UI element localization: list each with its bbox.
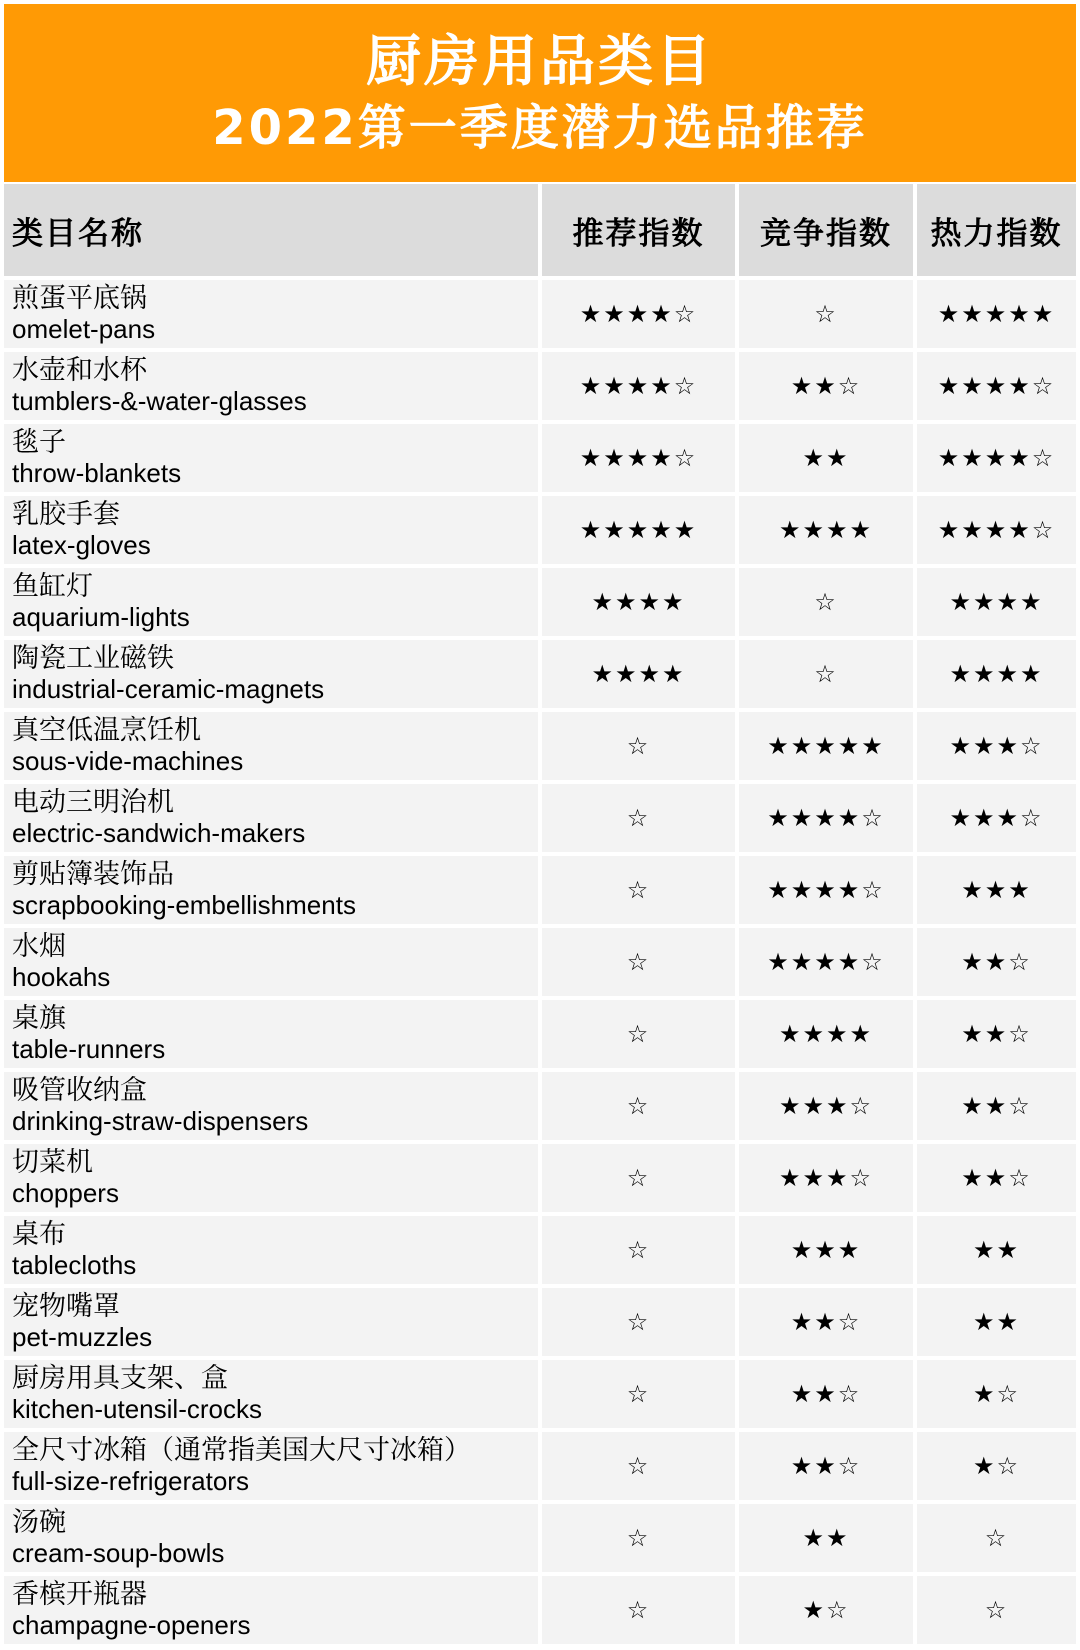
table-row — [4, 280, 1076, 352]
heat-index-stars: ★☆ — [917, 1360, 1076, 1432]
category-name-zh: 鱼缸灯 — [12, 571, 93, 602]
heat-index-stars: ★★★★ — [917, 568, 1076, 640]
table-row — [4, 496, 1076, 568]
category-name-en: sous-vide-machines — [12, 746, 244, 776]
competition-index-stars: ★★★☆ — [739, 1144, 917, 1216]
category-table — [4, 184, 1076, 1648]
competition-index-stars: ★★★ — [739, 1216, 917, 1288]
recommend-index-stars: ☆ — [542, 1576, 739, 1648]
table-row — [4, 424, 1076, 496]
competition-index-stars: ★★★★☆ — [739, 928, 917, 1000]
heat-index-stars: ★★★★☆ — [917, 496, 1076, 568]
category-name-en: electric-sandwich-makers — [12, 818, 306, 848]
competition-index-stars: ★★★☆ — [739, 1072, 917, 1144]
competition-index-stars: ★★★★☆ — [739, 784, 917, 856]
category-name-cell — [4, 784, 542, 856]
recommend-index-stars: ★★★★★ — [542, 496, 739, 568]
recommend-index-stars: ★★★★☆ — [542, 424, 739, 496]
recommend-index-stars: ★★★★ — [542, 568, 739, 640]
heat-index-stars: ★★★★ — [917, 640, 1076, 712]
table-row — [4, 712, 1076, 784]
category-name-zh: 香槟开瓶器 — [12, 1579, 147, 1610]
category-name-cell — [4, 1576, 542, 1648]
heat-index-stars: ★☆ — [917, 1432, 1076, 1504]
category-name-en: kitchen-utensil-crocks — [12, 1394, 262, 1424]
table-row — [4, 1288, 1076, 1360]
table-row — [4, 568, 1076, 640]
table-row — [4, 1576, 1076, 1648]
table-body — [4, 280, 1076, 1648]
category-name-en: table-runners — [12, 1034, 166, 1064]
recommend-index-stars: ☆ — [542, 712, 739, 784]
table-row — [4, 856, 1076, 928]
table-header-row — [4, 184, 1076, 280]
recommend-index-stars: ★★★★☆ — [542, 280, 739, 352]
recommend-index-stars: ☆ — [542, 1000, 739, 1072]
banner-title-line2: 2022第一季度潜力选品推荐 — [212, 100, 868, 157]
heat-index-stars: ★★☆ — [917, 1144, 1076, 1216]
category-name-en: cream-soup-bowls — [12, 1538, 225, 1568]
competition-index-stars: ★★☆ — [739, 1288, 917, 1360]
heat-index-stars: ★★☆ — [917, 1072, 1076, 1144]
table-row — [4, 784, 1076, 856]
table-row — [4, 1072, 1076, 1144]
category-name-cell — [4, 1216, 542, 1288]
heat-index-stars: ★★ — [917, 1288, 1076, 1360]
recommend-index-stars: ☆ — [542, 1504, 739, 1576]
category-name-zh: 真空低温烹饪机 — [12, 715, 201, 746]
category-name-cell — [4, 856, 542, 928]
heat-index-stars: ☆ — [917, 1576, 1076, 1648]
header-competition-index: 竞争指数 — [739, 184, 917, 280]
category-name-cell — [4, 280, 542, 352]
recommend-index-stars: ☆ — [542, 856, 739, 928]
table-row — [4, 1144, 1076, 1216]
category-name-cell — [4, 1432, 542, 1504]
category-name-zh: 陶瓷工业磁铁 — [12, 643, 174, 674]
category-name-cell — [4, 928, 542, 1000]
competition-index-stars: ☆ — [739, 640, 917, 712]
category-name-cell — [4, 1072, 542, 1144]
competition-index-stars: ★★★★ — [739, 1000, 917, 1072]
category-name-zh: 乳胶手套 — [12, 499, 120, 530]
competition-index-stars: ★★ — [739, 424, 917, 496]
category-name-en: industrial-ceramic-magnets — [12, 674, 325, 704]
category-name-en: aquarium-lights — [12, 602, 190, 632]
table-row — [4, 928, 1076, 1000]
category-name-cell — [4, 496, 542, 568]
category-name-zh: 汤碗 — [12, 1507, 66, 1538]
category-name-en: drinking-straw-dispensers — [12, 1106, 309, 1136]
heat-index-stars: ★★ — [917, 1216, 1076, 1288]
banner-title-line1: 厨房用品类目 — [365, 29, 714, 94]
category-name-cell — [4, 424, 542, 496]
category-name-en: choppers — [12, 1178, 119, 1208]
recommend-index-stars: ★★★★ — [542, 640, 739, 712]
category-name-zh: 厨房用具支架、盒 — [12, 1363, 228, 1394]
category-name-zh: 切菜机 — [12, 1147, 93, 1178]
competition-index-stars: ★★☆ — [739, 1432, 917, 1504]
category-name-en: latex-gloves — [12, 530, 151, 560]
heat-index-stars: ★★★☆ — [917, 784, 1076, 856]
header-recommend-index: 推荐指数 — [542, 184, 739, 280]
category-name-zh: 水烟 — [12, 931, 66, 962]
category-name-en: throw-blankets — [12, 458, 182, 488]
recommend-index-stars: ☆ — [542, 1360, 739, 1432]
category-name-en: pet-muzzles — [12, 1322, 153, 1352]
recommend-index-stars: ☆ — [542, 784, 739, 856]
category-name-cell — [4, 568, 542, 640]
category-name-en: champagne-openers — [12, 1610, 251, 1640]
category-name-cell — [4, 1360, 542, 1432]
heat-index-stars: ★★☆ — [917, 1000, 1076, 1072]
recommend-index-stars: ☆ — [542, 1288, 739, 1360]
competition-index-stars: ☆ — [739, 568, 917, 640]
category-name-cell — [4, 1000, 542, 1072]
competition-index-stars: ★★★★ — [739, 496, 917, 568]
heat-index-stars: ★★★★☆ — [917, 352, 1076, 424]
table-row — [4, 1000, 1076, 1072]
category-name-zh: 宠物嘴罩 — [12, 1291, 120, 1322]
category-name-zh: 桌旗 — [12, 1003, 66, 1034]
table-row — [4, 352, 1076, 424]
title-banner — [4, 4, 1076, 182]
header-heat-index: 热力指数 — [917, 184, 1076, 280]
category-name-zh: 水壶和水杯 — [12, 355, 147, 386]
competition-index-stars: ★★☆ — [739, 352, 917, 424]
recommend-index-stars: ☆ — [542, 1144, 739, 1216]
category-name-en: hookahs — [12, 962, 111, 992]
category-name-en: tumblers-&-water-glasses — [12, 386, 307, 416]
category-name-en: scrapbooking-embellishments — [12, 890, 356, 920]
category-name-en: full-size-refrigerators — [12, 1466, 249, 1496]
table-row — [4, 1360, 1076, 1432]
heat-index-stars: ★★☆ — [917, 928, 1076, 1000]
category-name-zh: 煎蛋平底锅 — [12, 283, 147, 314]
table-row — [4, 1432, 1076, 1504]
heat-index-stars: ★★★☆ — [917, 712, 1076, 784]
heat-index-stars: ☆ — [917, 1504, 1076, 1576]
category-name-en: tablecloths — [12, 1250, 137, 1280]
category-name-zh: 吸管收纳盒 — [12, 1075, 147, 1106]
category-name-zh: 电动三明治机 — [12, 787, 174, 818]
competition-index-stars: ★★★★★ — [739, 712, 917, 784]
table-row — [4, 640, 1076, 712]
category-name-zh: 全尺寸冰箱（通常指美国大尺寸冰箱） — [12, 1435, 471, 1466]
recommend-index-stars: ☆ — [542, 928, 739, 1000]
category-name-cell — [4, 1504, 542, 1576]
header-category-name: 类目名称 — [4, 184, 542, 280]
category-name-en: omelet-pans — [12, 314, 156, 344]
category-name-zh: 剪贴簿装饰品 — [12, 859, 174, 890]
competition-index-stars: ☆ — [739, 280, 917, 352]
competition-index-stars: ★★☆ — [739, 1360, 917, 1432]
heat-index-stars: ★★★★★ — [917, 280, 1076, 352]
category-name-cell — [4, 352, 542, 424]
category-name-cell — [4, 1288, 542, 1360]
category-name-zh: 毯子 — [12, 427, 66, 458]
table-row — [4, 1216, 1076, 1288]
category-name-zh: 桌布 — [12, 1219, 66, 1250]
category-name-cell — [4, 1144, 542, 1216]
competition-index-stars: ★★★★☆ — [739, 856, 917, 928]
competition-index-stars: ★☆ — [739, 1576, 917, 1648]
recommend-index-stars: ★★★★☆ — [542, 352, 739, 424]
heat-index-stars: ★★★ — [917, 856, 1076, 928]
recommend-index-stars: ☆ — [542, 1072, 739, 1144]
table-row — [4, 1504, 1076, 1576]
heat-index-stars: ★★★★☆ — [917, 424, 1076, 496]
category-name-cell — [4, 640, 542, 712]
category-name-cell — [4, 712, 542, 784]
competition-index-stars: ★★ — [739, 1504, 917, 1576]
recommend-index-stars: ☆ — [542, 1432, 739, 1504]
recommend-index-stars: ☆ — [542, 1216, 739, 1288]
